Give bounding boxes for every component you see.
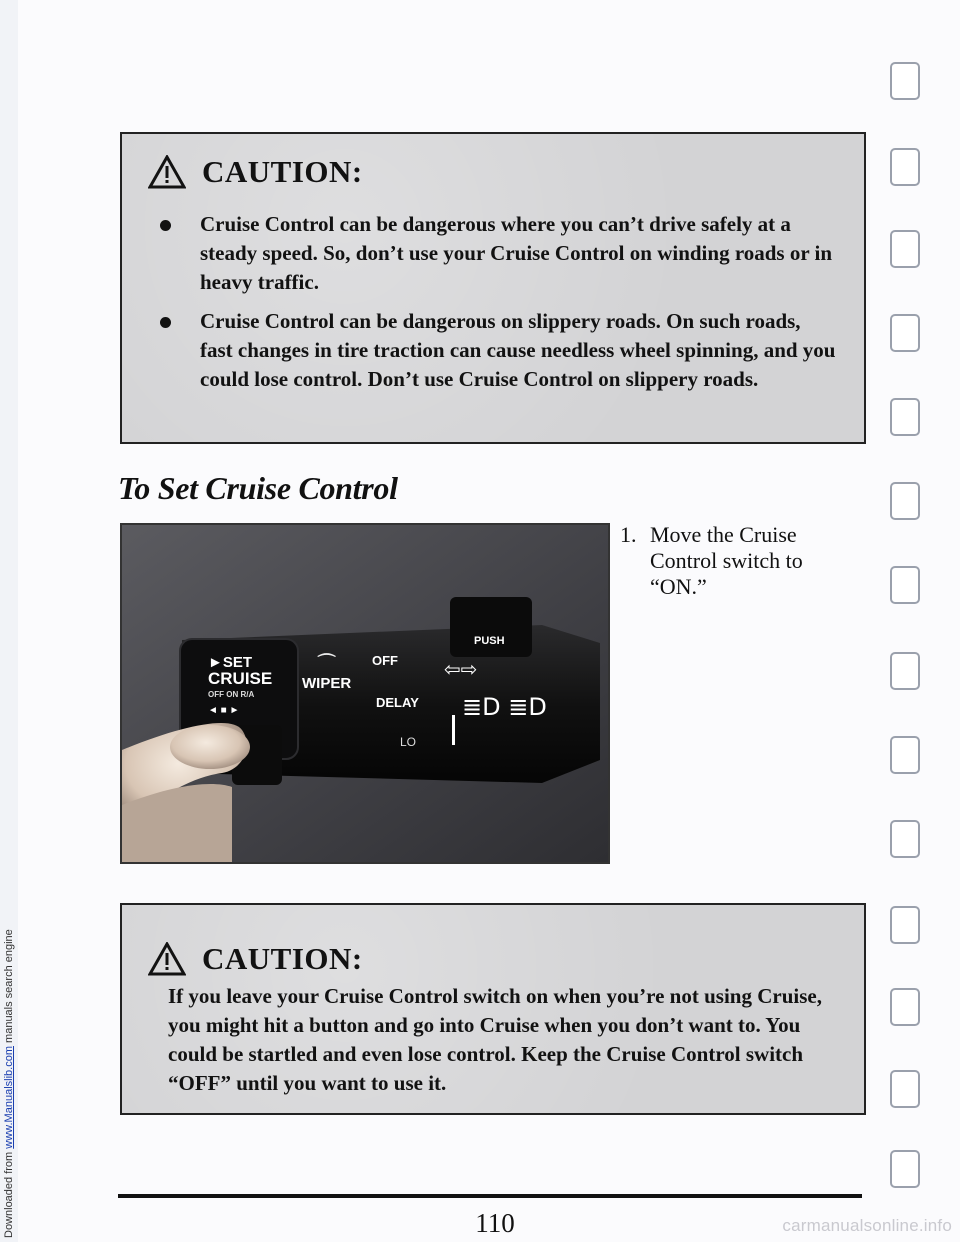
wiper-icon: ⌒ bbox=[317, 653, 336, 673]
bullet-dot-icon bbox=[160, 220, 171, 231]
push-label: PUSH bbox=[474, 635, 505, 647]
caution-heading bbox=[148, 154, 363, 190]
caution-bullet bbox=[144, 307, 836, 394]
step-text: Move the Cruise Control switch to “ON.” bbox=[650, 522, 803, 599]
caution-heading-text: CAUTION: bbox=[202, 154, 363, 189]
delay-label: DELAY bbox=[376, 695, 419, 710]
index-tabs bbox=[890, 0, 930, 1242]
caution-body: If you leave your Cruise Control switch on when you’re not using Cruise, you might hit a button and go into Cruise when you don’t want to. You could be startled and even lose control. Keep the Cruise Control switch “OFF” until you want to use it. bbox=[168, 984, 822, 1095]
caution-bullet bbox=[144, 210, 836, 297]
off-on-ra-label: OFF ON R/A bbox=[208, 690, 255, 699]
step-list bbox=[620, 522, 850, 600]
warning-triangle-icon bbox=[148, 155, 186, 189]
caution-bullet-text: Cruise Control can be dangerous on slippery roads. On such roads, fast changes in tire traction can cause needless wheel spinning, and you could lose control. Don’t use Cruise Control on slippery roads. bbox=[200, 309, 836, 391]
index-tab[interactable] bbox=[890, 1150, 920, 1188]
index-tab[interactable] bbox=[890, 566, 920, 604]
index-tab[interactable] bbox=[890, 820, 920, 858]
index-tab[interactable] bbox=[890, 988, 920, 1026]
index-tab[interactable] bbox=[890, 482, 920, 520]
caution-heading bbox=[148, 941, 363, 977]
caution-box-top bbox=[120, 132, 866, 444]
step-number: 1. bbox=[620, 522, 637, 547]
caution-heading-text: CAUTION: bbox=[202, 941, 363, 976]
index-tab[interactable] bbox=[890, 62, 920, 100]
turn-signal-icon: ⇦⇨ bbox=[444, 657, 478, 681]
caution-bullet-list bbox=[144, 210, 836, 404]
index-tab[interactable] bbox=[890, 230, 920, 268]
credit-suffix: manuals search engine bbox=[3, 929, 15, 1047]
index-tab[interactable] bbox=[890, 652, 920, 690]
footer-rule bbox=[118, 1194, 862, 1198]
cruise-stalk-labels bbox=[208, 655, 272, 719]
caution-bullet-text: Cruise Control can be dangerous where you can’t drive safely at a steady speed. So, don’t use your Cruise Control on winding roads or in heavy traffic. bbox=[200, 212, 833, 294]
cruise-label: CRUISE bbox=[208, 669, 273, 688]
bullet-dot-icon bbox=[160, 317, 171, 328]
caution-box-bottom bbox=[120, 903, 866, 1115]
wiper-labels bbox=[302, 649, 351, 692]
index-tab[interactable] bbox=[890, 398, 920, 436]
wiper-label: WIPER bbox=[302, 675, 352, 692]
index-tab[interactable] bbox=[890, 148, 920, 186]
manualslib-link[interactable]: www.Manualslib.com bbox=[3, 1046, 15, 1149]
arrows-label: ◄ ■ ► bbox=[208, 705, 240, 716]
index-tab[interactable] bbox=[890, 736, 920, 774]
headlamp-icon: ≣D ≣D bbox=[462, 693, 547, 721]
set-label: ►SET bbox=[208, 654, 253, 671]
cruise-control-stalk-photo bbox=[120, 523, 610, 864]
off-label: OFF bbox=[372, 653, 398, 668]
watermark: carmanualsonline.info bbox=[782, 1216, 952, 1235]
index-tab[interactable] bbox=[890, 1070, 920, 1108]
lo-label: LO bbox=[400, 735, 417, 749]
download-credit bbox=[0, 0, 18, 1242]
index-tab[interactable] bbox=[890, 906, 920, 944]
index-tab[interactable] bbox=[890, 314, 920, 352]
credit-prefix: Downloaded from bbox=[3, 1148, 15, 1238]
page-number: 110 bbox=[475, 1208, 515, 1238]
warning-triangle-icon bbox=[148, 942, 186, 976]
section-title: To Set Cruise Control bbox=[118, 470, 398, 506]
